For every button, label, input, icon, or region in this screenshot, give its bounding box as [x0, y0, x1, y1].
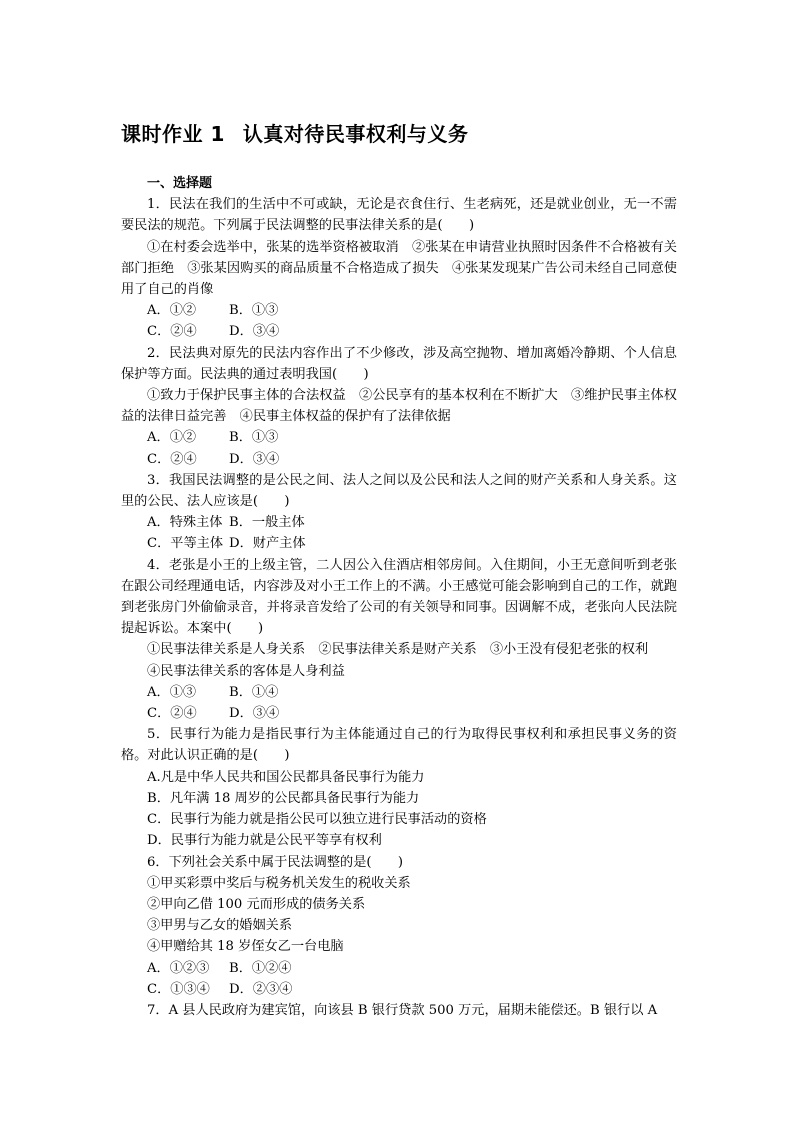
- q1-option-c: C．②④: [147, 324, 197, 340]
- page-title: [121, 120, 468, 148]
- q6-option-a: A．①②③: [147, 960, 210, 976]
- q3-options-row1: [121, 512, 677, 533]
- q5-option-c: C．民事行为能力就是指公民可以独立进行民事活动的资格: [147, 812, 487, 828]
- q6-options-row1: [121, 958, 677, 979]
- q4-stem: 4．老张是小王的上级主管，二人因公入住酒店相邻房间。入住期间，小王无意间听到老张在跟公司经理通电话，内容涉及对小王工作上的不满。小王感觉可能会影响到自己的工作，就跑到老张房门外偷偷录音，并将录音发给了公司的有关领导和同事。因调解不成，老张向人民法院提起诉讼。本案中( ): [121, 557, 677, 637]
- q6-option-d: D．②③④: [229, 981, 293, 997]
- q4-option-b: B．①④: [229, 684, 279, 700]
- q3-option-d: D．财产主体: [229, 536, 306, 552]
- title-sub: 认真对待民事权利与义务: [242, 122, 469, 146]
- q2-option-b: B．①③: [229, 430, 279, 446]
- q4-option-c: C．②④: [147, 706, 197, 722]
- q6-choice-1: ①甲买彩票中奖后与税务机关发生的税收关系: [147, 875, 411, 891]
- q3-stem: 3．我国民法调整的是公民之间、法人之间以及公民和法人之间的财产关系和人身关系。这里的公民、法人应该是( ): [121, 472, 677, 510]
- q6-stem: 6．下列社会关系中属于民法调整的是( ): [147, 854, 404, 870]
- q1-options-row1: [121, 300, 677, 321]
- q6-choice-4: ④甲赠给其 18 岁侄女乙一台电脑: [147, 939, 344, 955]
- q7-stem: 7．A 县人民政府为建宾馆，向该县 B 银行贷款 500 万元，届期未能偿还。B 银行以 A: [147, 1002, 658, 1018]
- q1-options-row2: [121, 321, 677, 342]
- q6-choice-2: ②甲向乙借 100 元而形成的债务关系: [147, 896, 366, 912]
- q5-option-b: B．凡年满 18 周岁的公民都具备民事行为能力: [147, 790, 420, 806]
- q4-choices: ①民事法律关系是人身关系 ②民事法律关系是财产关系 ③小王没有侵犯老张的权利: [147, 642, 649, 658]
- q4-options-row2: [121, 703, 677, 724]
- q3-option-a: A．特殊主体: [147, 515, 223, 531]
- q4-options-row1: [121, 682, 677, 703]
- title-main: 课时作业 1: [121, 122, 225, 146]
- q1-stem: 1．民法在我们的生活中不可或缺，无论是衣食住行、生老病死，还是就业创业，无一不需要民法的规范。下列属于民法调整的民事法律关系的是( ): [121, 197, 677, 234]
- q1-option-b: B．①③: [229, 303, 279, 319]
- q6-option-c: C．①③④: [147, 981, 210, 997]
- q5-option-a: A.凡是中华人民共和国公民都具备民事行为能力: [147, 769, 425, 785]
- q2-stem: 2．民法典对原先的民法内容作出了不少修改，涉及高空抛物、增加离婚冷静期、个人信息保护等方面。民法典的通过表明我国( ): [121, 345, 677, 382]
- q2-option-a: A．①②: [147, 430, 197, 446]
- q2-option-d: D．③④: [229, 451, 280, 467]
- q6-option-b: B．①②④: [229, 960, 292, 976]
- q4-choice-4: ④民事法律关系的客体是人身利益: [147, 663, 345, 679]
- q2-choices: ①致力于保护民事主体的合法权益 ②公民享有的基本权利在不断扩大 ③维护民事主体权益的法律日益完善 ④民事主体权益的保护有了法律依据: [121, 388, 677, 425]
- q5-stem: 5．民事行为能力是指民事行为主体能通过自己的行为取得民事权利和承担民事义务的资格。对此认识正确的是( ): [121, 727, 677, 764]
- q1-option-a: A．①②: [147, 303, 197, 319]
- q3-option-b: B．一般主体: [229, 515, 305, 531]
- q6-options-row2: [121, 979, 677, 1000]
- q6-choice-3: ③甲男与乙女的婚姻关系: [147, 918, 293, 934]
- q1-option-d: D．③④: [229, 324, 280, 340]
- q4-option-a: A．①③: [147, 684, 197, 700]
- q3-option-c: C．平等主体: [147, 536, 224, 552]
- q4-option-d: D．③④: [229, 706, 280, 722]
- question-list: [121, 173, 677, 1021]
- q3-options-row2: [121, 533, 677, 554]
- q2-options-row1: [121, 427, 677, 448]
- q5-option-d: D．民事行为能力就是公民平等享有权利: [147, 833, 382, 849]
- q2-option-c: C．②④: [147, 451, 197, 467]
- q2-options-row2: [121, 449, 677, 470]
- q1-choices: ①在村委会选举中，张某的选举资格被取消 ②张某在申请营业执照时因条件不合格被有关部门拒绝 ③张某因购买的商品质量不合格造成了损失 ④张某发现某广告公司未经自己同意使用了自己的肖像: [121, 239, 677, 298]
- section-heading: 一、选择题: [147, 176, 213, 191]
